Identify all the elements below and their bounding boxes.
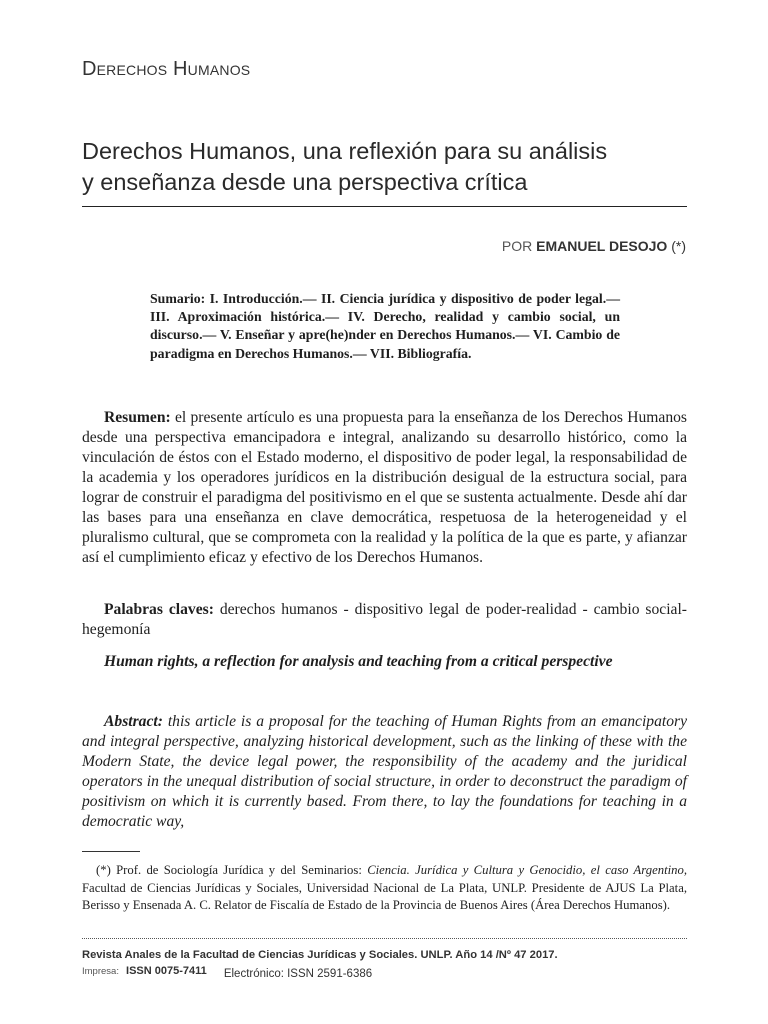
title-divider bbox=[82, 206, 687, 207]
article-title bbox=[82, 136, 688, 198]
byline bbox=[502, 238, 686, 254]
summary-block: Sumario: I. Introducción.— II. Ciencia jurídica y dispositivo de poder legal.— III. Aproximación histórica.— IV. Derecho, realidad y cambio social, un discurso.— V. Enseñar y apre(he)nder en Derechos Humanos.— VI. Cambio de paradigma en Derechos Humanos.— VII. Bibliografía. bbox=[150, 291, 620, 361]
footnote-rest: Facultad de Ciencias Jurídicas y Sociales, Universidad Nacional de La Plata, UNLP. Presidente de AJUS La Plata, Berisso y Ensenada A. C. Relator de Fiscalía de Estado de la Provincia de Buenos Aires (Área Derechos Humanos). bbox=[82, 880, 687, 913]
abstract-label: Abstract: bbox=[104, 713, 163, 730]
byline-prefix: POR bbox=[501, 238, 533, 254]
footnote-lead: (*) Prof. de Sociología Jurídica y del Seminarios: bbox=[96, 863, 362, 877]
title-line-1: Derechos Humanos, una reflexión para su análisis bbox=[82, 138, 608, 164]
footnote-italic: Ciencia. Jurídica y Cultura y Genocidio, el caso Argentino, bbox=[367, 863, 687, 877]
english-title: Human rights, a reflection for analysis and teaching from a critical perspective bbox=[104, 653, 613, 670]
issn-line bbox=[82, 965, 373, 980]
abstract-text: this article is a proposal for the teaching of Human Rights from an emancipatory and integral perspective, analyzing historical development, such as the linking of these with the Modern State, the device legal power, the responsibility of the academy and the juridical operators in the unequal distribution of social structure, in order to deconstruct the paradigm of positivism on which it is currently based. From there, to lay the foundations for teaching in a democratic way, bbox=[82, 713, 688, 830]
print-issn: ISSN 0075-7411 bbox=[126, 965, 207, 977]
footnote bbox=[82, 862, 687, 915]
author-note-mark: (*) bbox=[671, 238, 686, 254]
footnote-divider bbox=[82, 851, 140, 852]
abstract-paragraph bbox=[82, 712, 687, 832]
author-name: EMANUEL DESOJO bbox=[536, 238, 668, 254]
print-label: Impresa: bbox=[82, 966, 119, 977]
resumen-text: el presente artículo es una propuesta para la enseñanza de los Derechos Humanos desde una perspectiva emancipadora e integral, analizando su desarrollo histórico, como la vinculación de éstos con el Estado moderno, el dispositivo de poder legal, la responsabilidad de la academia y los operadores jurídicos en la distribución desigual de la estructura social, para lograr de construir el paradigma del positivismo en el que se sustenta actualmente. Desde ahí dar las bases para una enseñanza en clave democrática, respetuosa de la heterogeneidad y el pluralismo cultural, que se comprometa con la realidad y la política de la que es parte, y afianzar así el cumplimiento eficaz y efectivo de los Derechos Humanos. bbox=[82, 409, 687, 566]
resumen-label: Resumen: bbox=[104, 409, 171, 426]
journal-citation: Revista Anales de la Facultad de Ciencias Jurídicas y Sociales. UNLP. Año 14 /Nº 47 2017. bbox=[82, 949, 558, 961]
keywords-label: Palabras claves: bbox=[104, 601, 214, 618]
electronic-issn: Electrónico: ISSN 2591-6386 bbox=[223, 968, 373, 980]
keywords-paragraph bbox=[82, 600, 687, 640]
resumen-paragraph bbox=[82, 408, 687, 568]
section-header: Derechos Humanos bbox=[82, 58, 251, 80]
footer-divider bbox=[82, 938, 687, 939]
title-line-2: y enseñanza desde una perspectiva crítica bbox=[82, 169, 528, 195]
keywords-text: derechos humanos - dispositivo legal de poder-realidad - cambio social- hegemonía bbox=[82, 601, 687, 638]
